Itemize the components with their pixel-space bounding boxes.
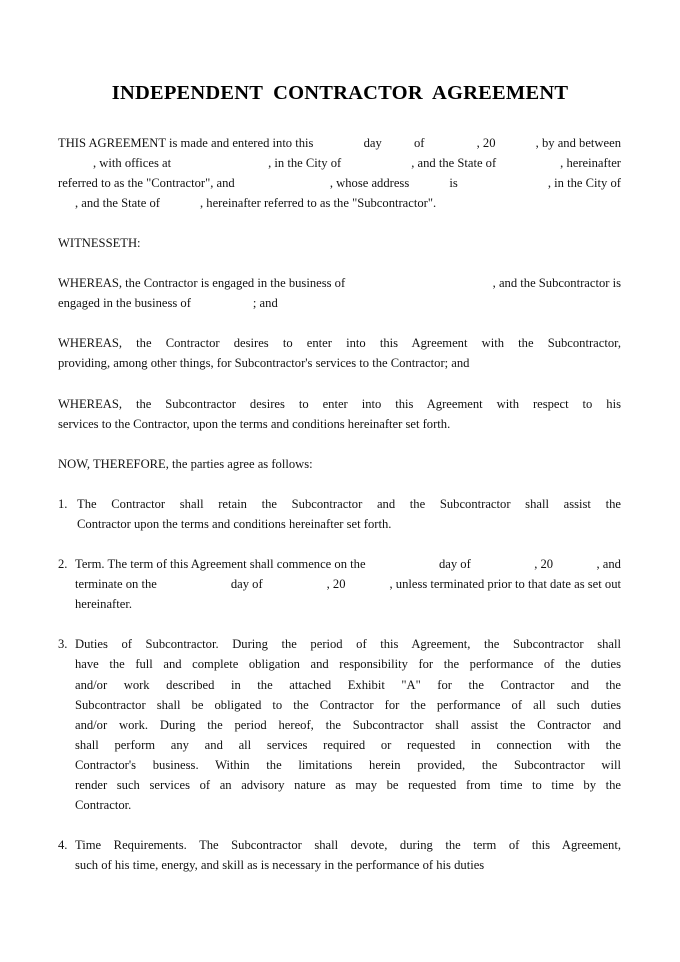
whereas-3-line-2: services to the Contractor, upon the terms and conditions hereinafter set forth. [58, 417, 451, 431]
document-title: INDEPENDENT CONTRACTOR AGREEMENT [111, 82, 569, 104]
now-therefore-line: NOW, THEREFORE, the parties agree as follows: [58, 457, 313, 471]
whereas-2-line-1: WHEREAS, the Contractor desires to enter into this Agreement with the Subcontractor, [58, 336, 621, 350]
clause-4-line-2: such of his time, energy, and skill as is necessary in the performance of his duties [75, 858, 485, 872]
witnesseth-heading: WITNESSETH: [58, 236, 141, 250]
preamble-line-4: , and the State of , hereinafter referred to as the "Subcontractor". [75, 196, 437, 210]
clause-3-line-6: shall perform any and all services required or requested in connection with the [75, 738, 621, 752]
clause-number: 3. [58, 637, 68, 651]
whereas-2-line-2: providing, among other things, for Subcontractor's services to the Contractor; and [58, 356, 470, 370]
clause-2-line-1: Term. The term of this Agreement shall commence on the day of , 20 , and [75, 557, 621, 571]
clause-number: 1. [58, 497, 68, 511]
preamble-line-2: , with offices at , in the City of , and the State of , hereinafter [93, 156, 621, 170]
clause-number: 4. [58, 838, 68, 852]
clause-3-line-8: render such services of an advisory nature as may be requested from time to time by the [75, 778, 621, 792]
preamble-line-3: referred to as the "Contractor", and , whose address is , in the City of [58, 176, 621, 190]
clause-4-line-1: Time Requirements. The Subcontractor shall devote, during the term of this Agreement, [75, 838, 621, 852]
clause-3-line-2: have the full and complete obligation and responsibility for the performance of the duties [75, 657, 621, 671]
clause-3-line-7: Contractor's business. Within the limitations herein provided, the Subcontractor will [75, 758, 621, 772]
whereas-1-line-2: engaged in the business of ; and [58, 296, 278, 310]
clause-2-line-2: terminate on the day of , 20 , unless terminated prior to that date as set out [75, 577, 621, 591]
clause-3-line-4: Subcontractor shall be obligated to the Contractor for the performance of all such duties [75, 698, 621, 712]
whereas-1-line-1: WHEREAS, the Contractor is engaged in the business of , and the Subcontractor is [58, 276, 621, 290]
clause-3-line-1: Duties of Subcontractor. During the period of this Agreement, the Subcontractor shall [75, 637, 621, 651]
clause-2-line-3: hereinafter. [75, 597, 132, 611]
clause-3-line-5: and/or work. During the period hereof, the Subcontractor shall assist the Contractor and [75, 718, 621, 732]
clause-number: 2. [58, 557, 68, 571]
clause-3-line-3: and/or work described in the attached Exhibit "A" for the Contractor and the [75, 678, 621, 692]
clause-3-line-9: Contractor. [75, 798, 132, 812]
whereas-3-line-1: WHEREAS, the Subcontractor desires to enter into this Agreement with respect to his [58, 397, 621, 411]
clause-1-line-2: Contractor upon the terms and conditions hereinafter set forth. [77, 517, 392, 531]
clause-1-line-1: The Contractor shall retain the Subcontractor and the Subcontractor shall assist the [77, 497, 621, 511]
preamble-line-1: THIS AGREEMENT is made and entered into this day of , 20 , by and between [58, 136, 621, 150]
